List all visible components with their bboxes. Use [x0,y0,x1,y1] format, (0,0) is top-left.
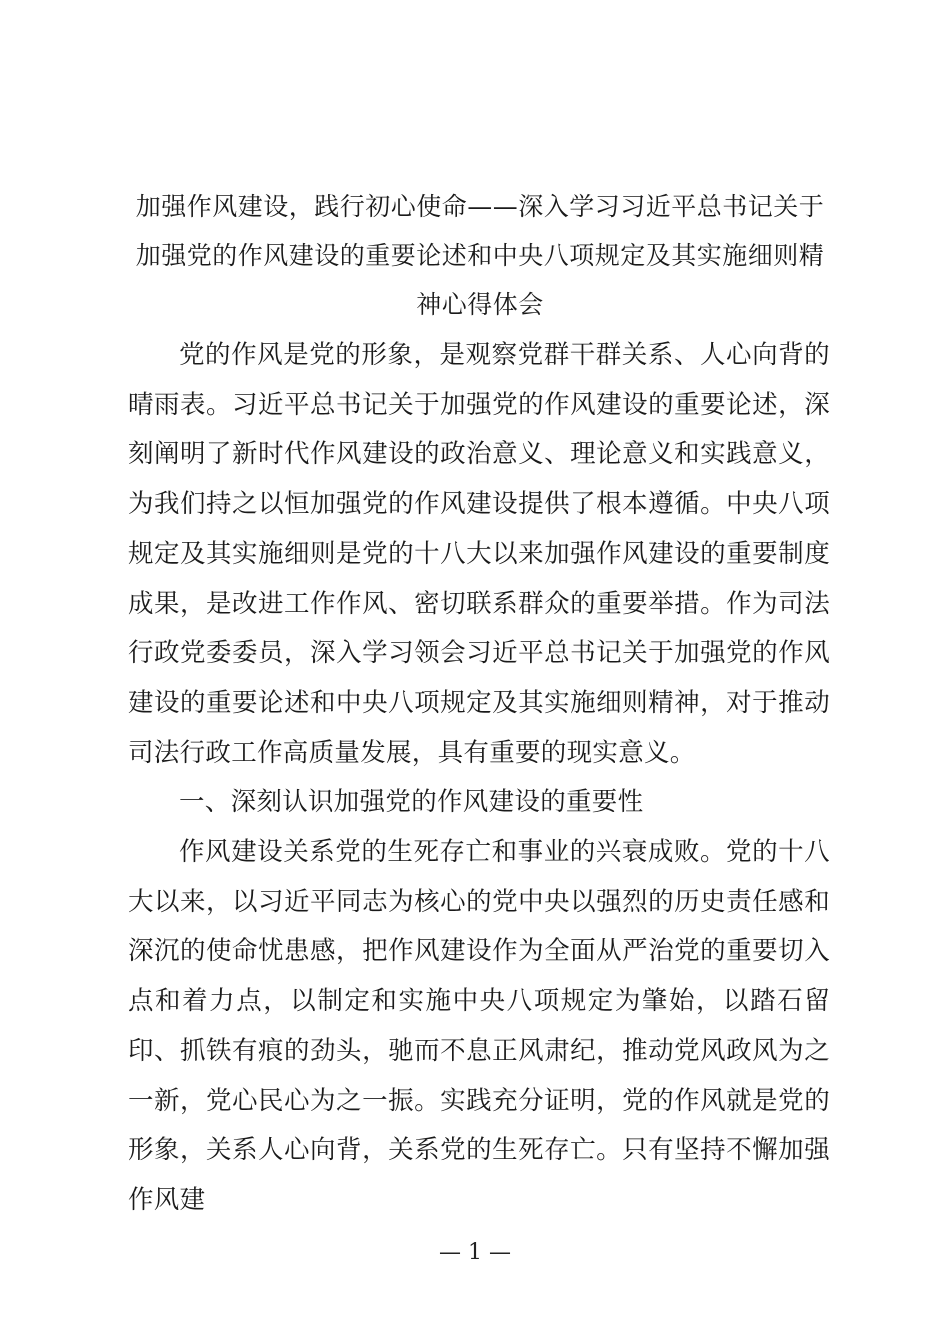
page-number: — 1 — [439,1240,511,1265]
body-paragraph: 作风建设关系党的生死存亡和事业的兴衰成败。党的十八大以来，以习近平同志为核心的党中央以强烈的历史责任感和深沉的使命忧患感，把作风建设作为全面从严治党的重要切入点和着力点，以制定和实施中央八项规定为肇始，以踏石留印、抓铁有痕的劲头，驰而不息正风肃纪，推动党风政风为之一新，党心民心为之一振。实践充分证明，党的作风就是党的形象，关系人心向背，关系党的生死存亡。只有坚持不懈加强作风建 [128,837,830,1215]
document-body [128,331,830,1226]
section-heading: 一、深刻认识加强党的作风建设的重要性 [179,787,644,818]
document-title: 加强作风建设，践行初心使命——深入学习习近平总书记关于加强党的作风建设的重要论述和中央八项规定及其实施细则精神心得体会 [135,192,825,319]
intro-paragraph: 党的作风是党的形象，是观察党群干群关系、人心向背的晴雨表。习近平总书记关于加强党的作风建设的重要论述，深刻阐明了新时代作风建设的政治意义、理论意义和实践意义，为我们持之以恒加强党的作风建设提供了根本遵循。中央八项规定及其实施细则是党的十八大以来加强作风建设的重要制度成果，是改进工作作风、密切联系群众的重要举措。作为司法行政党委委员，深入学习领会习近平总书记关于加强党的作风建设的重要论述和中央八项规定及其实施细则精神，对于推动司法行政工作高质量发展，具有重要的现实意义。 [128,340,830,768]
